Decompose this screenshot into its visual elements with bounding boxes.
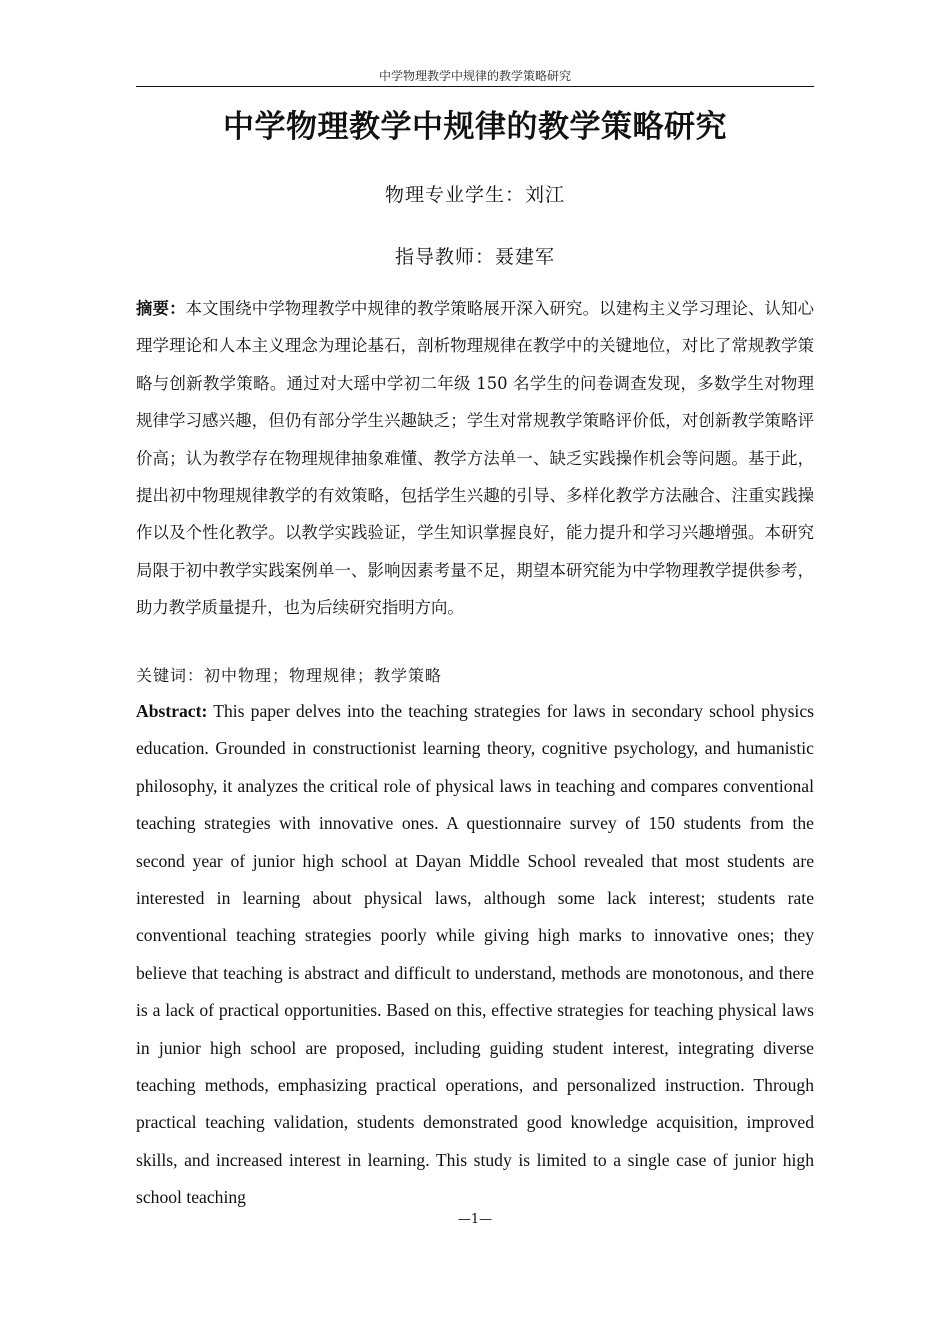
english-abstract-text: This paper delves into the teaching strategies for laws in secondary school physics education. Grounded in constructionist learning theory, cognitive psychology, and humanistic philosophy, it analyzes the critical role of physical laws in teaching and compares conventional teaching strategies with innovative ones. A questionnaire survey of 150 students from the second year of junior high school at Dayan Middle School revealed that most students are interested in learning about physical laws, although some lack interest; students rate conventional teaching strategies poorly while giving high marks to innovative ones; they believe that teaching is abstract and difficult to understand, methods are monotonous, and there is a lack of practical opportunities. Based on this, effective strategies for teaching physical laws in junior high school are proposed, including guiding student interest, integrating diverse teaching methods, emphasizing practical operations, and personalized instruction. Through practical teaching validation, students demonstrated good knowledge acquisition, improved skills, and increased interest in learning. This study is limited to a single case of junior high school teaching [136,701,814,1208]
header-rule [136,86,814,87]
page-number: —1— [457,1212,493,1227]
chinese-abstract-label: 摘要： [136,299,186,318]
english-abstract-label: Abstract: [136,701,208,721]
document-page [136,0,814,1344]
english-abstract [136,693,814,1217]
paper-title: 中学物理教学中规律的教学策略研究 [223,109,727,145]
chinese-abstract-text: 本文围绕中学物理教学中规律的教学策略展开深入研究。以建构主义学习理论、认知心理学理论和人本主义理念为理论基石，剖析物理规律在教学中的关键地位，对比了常规教学策略与创新教学策略。通过对大瑶中学初二年级 150 名学生的问卷调查发现，多数学生对物理规律学习感兴趣，但仍有部分学生兴趣缺乏；学生对常规教学策略评价低，对创新教学策略评价高；认为教学存在物理规律抽象难懂、教学方法单一、缺乏实践操作机会等问题。基于此，提出初中物理规律教学的有效策略，包括学生兴趣的引导、多样化教学方法融合、注重实践操作以及个性化教学。以教学实践验证，学生知识掌握良好，能力提升和学习兴趣增强。本研究局限于初中教学实践案例单一、影响因素考量不足，期望本研究能为中学物理教学提供参考，助力教学质量提升，也为后续研究指明方向。 [136,299,815,618]
chinese-keywords: 关键词：初中物理；物理规律；教学策略 [136,666,443,685]
running-header: 中学物理教学中规律的教学策略研究 [378,69,571,83]
student-byline: 物理专业学生：刘江 [384,184,565,206]
chinese-abstract [136,290,814,627]
advisor-byline: 指导教师：聂建军 [394,246,555,268]
